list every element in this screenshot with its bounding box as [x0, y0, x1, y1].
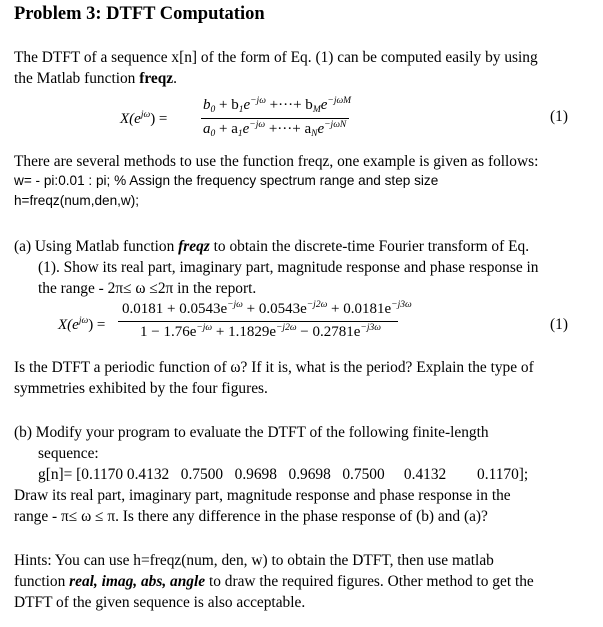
eqa-lhs-end: ) =: [88, 317, 106, 333]
equation-1-lhs: [120, 110, 167, 128]
equation-a-fraction-bar: [118, 321, 398, 322]
intro-line-2-end: .: [173, 70, 177, 87]
code-line-2: h=freqz(num,den,w);: [14, 193, 140, 208]
freqz-function-name: freqz: [139, 70, 174, 87]
eq1-lhs-end: ) =: [150, 111, 168, 127]
eq1-dsub-0: 0: [210, 129, 216, 139]
intro-line-1: The DTFT of a sequence x[n] of the form of Eq. (1) can be computed easily by using: [14, 49, 538, 66]
eq1-dots-b: +···+ b: [265, 97, 313, 113]
part-b-sequence: g[n]= [0.1170 0.4132 0.7500 0.9698 0.9698 0.7500 0.4132 0.1170];: [38, 466, 529, 483]
equation-a-denominator: [140, 323, 381, 341]
part-b-line-2: sequence:: [38, 445, 99, 462]
part-a-line-1-pre: (a) Using Matlab function: [14, 238, 179, 255]
equation-a-lhs: [58, 316, 105, 334]
eq1-b: b: [203, 97, 211, 113]
part-b-line-3: Draw its real part, imaginary part, magnitude response and phase response in the: [14, 487, 511, 504]
eq1-e: e: [243, 97, 251, 113]
eq1-de: e: [242, 121, 250, 137]
eqa-den-sup-3: −j3ω: [360, 323, 381, 333]
eqa-num-2: + 0.0543e: [242, 301, 307, 317]
eq1-dots-a: +···+ a: [265, 121, 312, 137]
eqa-lhs-base: X(e: [58, 317, 79, 333]
eqa-num-3: + 0.0181e: [327, 301, 392, 317]
eq1-dsup: −jω: [249, 120, 266, 130]
part-a-line-3: the range - 2π≤ ω ≤2π in the report.: [38, 280, 257, 297]
hints-function-names: real, imag, abs, angle: [69, 573, 206, 590]
hints-line-2-pre: function: [14, 573, 70, 590]
intro-line-2-text: the Matlab function: [14, 70, 140, 87]
eqa-num-sup-1: −jω: [227, 300, 243, 310]
eq1-plus-a: + a: [215, 121, 238, 137]
equation-1-number: (1): [550, 108, 568, 125]
eqa-den-3: − 0.2781e: [296, 324, 361, 340]
hints-line-3: DTFT of the given sequence is also acceptable.: [14, 594, 306, 611]
equation-a-numerator: [122, 300, 412, 318]
eq1-sub-M: M: [312, 105, 321, 115]
eq1-dsub-1: 1: [237, 129, 243, 139]
methods-text: There are several methods to use the function freqz, one example is given as follows:: [14, 153, 539, 170]
eq1-plus-b: + b: [215, 97, 239, 113]
eqa-den-2: + 1.1829e: [212, 324, 277, 340]
eqa-den-sup-1: −jω: [196, 323, 213, 333]
hints-line-2: [14, 571, 534, 592]
eqa-num-sup-3: −j3ω: [391, 300, 412, 310]
equation-1-fraction-bar: [201, 118, 349, 119]
part-a-line-2: (1). Show its real part, imaginary part, magnitude response and phase response in: [38, 259, 539, 276]
hints-line-2-post: to draw the required figures. Other method to get the: [205, 573, 534, 590]
eq1-sub-0: 0: [210, 105, 216, 115]
eqa-num-1: 0.0181 + 0.0543e: [122, 301, 228, 317]
eqa-lhs-sup: jω: [78, 316, 89, 326]
equation-1-denominator: [203, 120, 346, 139]
part-a-question-line-1: Is the DTFT a periodic function of ω? If it is, what is the period? Explain the type of: [14, 359, 534, 376]
part-a-freqz: freqz: [178, 238, 210, 255]
equation-a-number: (1): [550, 316, 568, 333]
eq1-dsup-N: −jωN: [324, 120, 347, 130]
intro-line-2: [14, 68, 177, 89]
part-a-question-line-2: symmetries exhibited by the four figures.: [14, 380, 268, 397]
part-b-line-4: range - π≤ ω ≤ π. Is there any difference in the phase response of (b) and (a)?: [14, 508, 488, 525]
eq1-e2: e: [320, 97, 328, 113]
problem-title: Problem 3: DTFT Computation: [14, 4, 265, 24]
code-line-1: w= - pi:0.01 : pi; % Assign the frequency spectrum range and step size: [14, 173, 439, 188]
part-b-line-1: (b) Modify your program to evaluate the DTFT of the following finite-length: [14, 424, 489, 441]
eq1-sup-M: −jωM: [327, 96, 352, 106]
eq1-de2: e: [317, 121, 325, 137]
eq1-sub-1: 1: [238, 105, 244, 115]
eqa-den-1: 1 − 1.76e: [140, 324, 197, 340]
eq1-lhs-base: X(e: [120, 111, 141, 127]
part-a-line-1-post: to obtain the discrete-time Fourier transform of Eq.: [209, 238, 530, 255]
eqa-num-sup-2: −j2ω: [306, 300, 328, 310]
eq1-dsub-N: N: [311, 129, 318, 139]
eq1-sup: −jω: [250, 96, 266, 106]
equation-1-numerator: [203, 96, 351, 115]
eq1-a: a: [203, 121, 211, 137]
hints-line-1: Hints: You can use h=freqz(num, den, w) to obtain the DTFT, then use matlab: [14, 552, 494, 569]
part-a-line-1: [14, 236, 529, 257]
eq1-lhs-sup: jω: [140, 110, 151, 120]
eqa-den-sup-2: −j2ω: [276, 323, 297, 333]
